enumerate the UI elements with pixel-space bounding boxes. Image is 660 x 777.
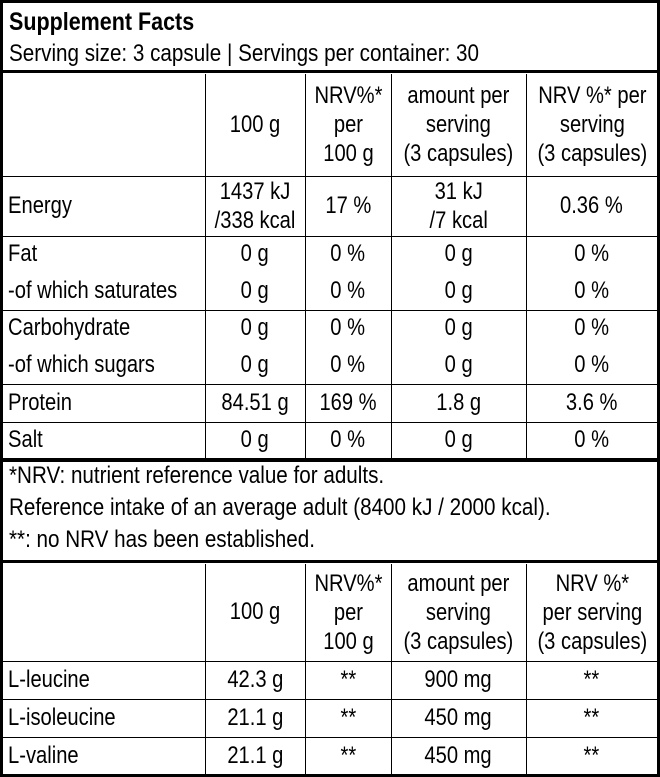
- cell-serving: 1.8 g: [391, 384, 526, 422]
- row-label: L-isoleucine: [3, 699, 205, 737]
- table-row-sugars: [3, 346, 657, 384]
- cell-nrv100: 0 %: [305, 236, 391, 272]
- table-row-leucine: [3, 661, 657, 699]
- divider: [3, 70, 657, 73]
- row-label: L-valine: [3, 737, 205, 775]
- cell-per100: 0 g: [205, 272, 305, 310]
- cell-nrvserving: 0.36 %: [526, 176, 657, 236]
- table-row-carbohydrate: [3, 310, 657, 346]
- cell-per100: 42.3 g: [205, 661, 305, 699]
- label-title: Supplement Facts: [9, 8, 195, 36]
- row-label: -of which sugars: [3, 346, 205, 384]
- header-empty-cell: [3, 74, 205, 176]
- row-label: Protein: [3, 384, 205, 422]
- cell-serving: 0 g: [391, 310, 526, 346]
- cell-per100: 84.51 g: [205, 384, 305, 422]
- footnote-reference-intake: Reference intake of an average adult (8400 kJ / 2000 kcal).: [9, 494, 551, 521]
- header-empty-cell: [3, 564, 205, 661]
- cell-per100: 21.1 g: [205, 699, 305, 737]
- table-header-row: [3, 74, 657, 176]
- footnote-no-nrv: **: no NRV has been established.: [9, 526, 315, 553]
- header-nrv-serving: NRV %* per serving (3 capsules): [526, 564, 657, 661]
- table-row-fat: [3, 236, 657, 272]
- row-label: Carbohydrate: [3, 310, 205, 346]
- cell-serving: 0 g: [391, 346, 526, 384]
- divider: [3, 560, 657, 563]
- cell-nrvserving: 0 %: [526, 272, 657, 310]
- cell-serving: 450 mg: [391, 737, 526, 775]
- header-100g: 100 g: [205, 564, 305, 661]
- cell-nrvserving: 0 %: [526, 236, 657, 272]
- cell-serving: 31 kJ /7 kcal: [391, 176, 526, 236]
- cell-nrv100: **: [305, 661, 391, 699]
- cell-per100: 21.1 g: [205, 737, 305, 775]
- header-amount-serving: amount per serving (3 capsules): [391, 564, 526, 661]
- cell-serving: 0 g: [391, 272, 526, 310]
- row-label: L-leucine: [3, 661, 205, 699]
- cell-nrv100: 0 %: [305, 422, 391, 458]
- row-label: -of which saturates: [3, 272, 205, 310]
- table-row-protein: [3, 384, 657, 422]
- footnote-nrv: *NRV: nutrient reference value for adults.: [9, 462, 385, 489]
- row-label: Energy: [3, 176, 205, 236]
- row-label: Salt: [3, 422, 205, 458]
- cell-nrv100: 169 %: [305, 384, 391, 422]
- cell-serving: 0 g: [391, 236, 526, 272]
- table-row-isoleucine: [3, 699, 657, 737]
- header-nrv-100g: NRV%* per 100 g: [305, 564, 391, 661]
- table-row-valine: [3, 737, 657, 775]
- serving-info: Serving size: 3 capsule | Servings per container: 30: [9, 40, 480, 67]
- cell-nrv100: 0 %: [305, 310, 391, 346]
- cell-serving: 900 mg: [391, 661, 526, 699]
- header-nrv-100g: NRV%* per 100 g: [305, 74, 391, 176]
- cell-nrv100: 0 %: [305, 272, 391, 310]
- amino-acid-table: [3, 564, 657, 775]
- cell-serving: 0 g: [391, 422, 526, 458]
- row-label: Fat: [3, 236, 205, 272]
- cell-nrv100: 17 %: [305, 176, 391, 236]
- footnotes: [9, 460, 551, 556]
- table-row-saturates: [3, 272, 657, 310]
- cell-per100: 1437 kJ /338 kcal: [205, 176, 305, 236]
- nutrition-table: [3, 74, 657, 459]
- header-nrv-serving: NRV %* per serving (3 capsules): [526, 74, 657, 176]
- cell-nrv100: 0 %: [305, 346, 391, 384]
- cell-nrvserving: **: [526, 699, 657, 737]
- cell-serving: 450 mg: [391, 699, 526, 737]
- cell-nrvserving: 0 %: [526, 346, 657, 384]
- cell-nrv100: **: [305, 737, 391, 775]
- cell-nrvserving: **: [526, 737, 657, 775]
- header-amount-serving: amount per serving (3 capsules): [391, 74, 526, 176]
- table-row-energy: [3, 176, 657, 236]
- cell-nrvserving: 0 %: [526, 422, 657, 458]
- cell-per100: 0 g: [205, 236, 305, 272]
- cell-per100: 0 g: [205, 346, 305, 384]
- cell-nrvserving: **: [526, 661, 657, 699]
- cell-per100: 0 g: [205, 310, 305, 346]
- header-100g: 100 g: [205, 74, 305, 176]
- cell-nrv100: **: [305, 699, 391, 737]
- cell-nrvserving: 0 %: [526, 310, 657, 346]
- table-row-salt: [3, 422, 657, 458]
- table-header-row: [3, 564, 657, 661]
- cell-nrvserving: 3.6 %: [526, 384, 657, 422]
- cell-per100: 0 g: [205, 422, 305, 458]
